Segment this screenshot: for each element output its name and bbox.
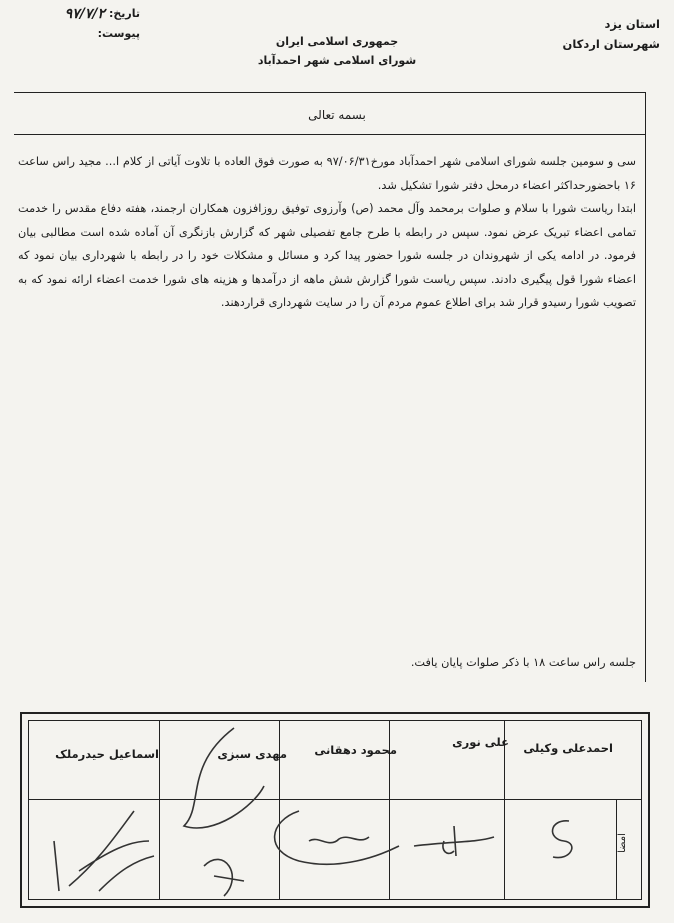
member-name: مهدی سبزی — [217, 747, 287, 761]
header-location — [530, 14, 660, 54]
signature-table-inner — [28, 720, 642, 900]
header-meta — [10, 4, 140, 44]
closing-line: جلسه راس ساعت ۱۸ با ذکر صلوات پایان یافت. — [410, 656, 636, 669]
header-divider — [14, 92, 646, 93]
sign-label: امضا — [617, 833, 628, 853]
date-value: ۹۷/۷/۲ — [64, 6, 105, 22]
margin-line — [645, 92, 646, 682]
signature-heydarmalek — [39, 801, 159, 901]
county-label: شهرستان اردکان — [562, 37, 660, 51]
header-title — [237, 32, 437, 70]
bismillah: بسمه تعالی — [308, 108, 366, 122]
attachment-label: پیوست: — [97, 27, 140, 40]
date-label: تاریخ: — [108, 7, 140, 20]
member-name: اسماعیل حیدرملک — [55, 747, 159, 761]
member-name: علی نوری — [452, 735, 509, 749]
signature-table — [20, 712, 650, 908]
signature-row-divider — [29, 799, 641, 800]
member-name: احمدعلی وکیلی — [523, 741, 613, 755]
paragraph-details: ابتدا ریاست شورا با سلام و صلوات برمحمد وآل محمد (ص) وآرزوی توفیق روزافزون همکاران ارجمند، هفته دفاع مقدس را خدمت تمامی اعضاء تبریک عرض نمود. سپس در رابطه با طرح جامع تفصیلی شهر که گزارش بازنگری آن آماده شده است مطالبی بیان فرمود. در ادامه یکی از شهروندان در جلسه شورا حضور پیدا کرد و مسائل و مشکلات خود را در رابطه با شهرداری بیان نمود که اعضاء شورا قول پیگیری دادند. سپس ریاست شورا گزارش شش ماهه از درآمدها و هزینه های شورا خدمت اعضاء ارائه نمود که به تصویب شورا رسیدو قرار شد برای اطلاع عموم مردم آن را در سایت شهرداری قراردهند. — [18, 202, 636, 309]
council-label: شورای اسلامی شهر احمدآباد — [257, 54, 417, 67]
member-name: محمود دهقانی — [314, 743, 397, 757]
province-label: استان یزد — [604, 17, 660, 31]
signature-noori — [394, 801, 504, 901]
republic-label: جمهوری اسلامی ایران — [275, 35, 399, 48]
column-divider — [159, 721, 160, 899]
title-divider — [14, 134, 646, 135]
signature-sabzi — [164, 726, 284, 906]
minutes-body — [18, 150, 636, 315]
paragraph-opening: سی و سومین جلسه شورای اسلامی شهر احمدآباد مورخ۹۷/۰۶/۳۱ به صورت فوق العاده با تلاوت آیاتی از کلام ا... مجید راس ساعت ۱۶ باحضورحداکثر اعضاء درمحل دفتر شورا تشکیل شد. — [18, 155, 636, 192]
signature-vakili — [509, 801, 609, 901]
